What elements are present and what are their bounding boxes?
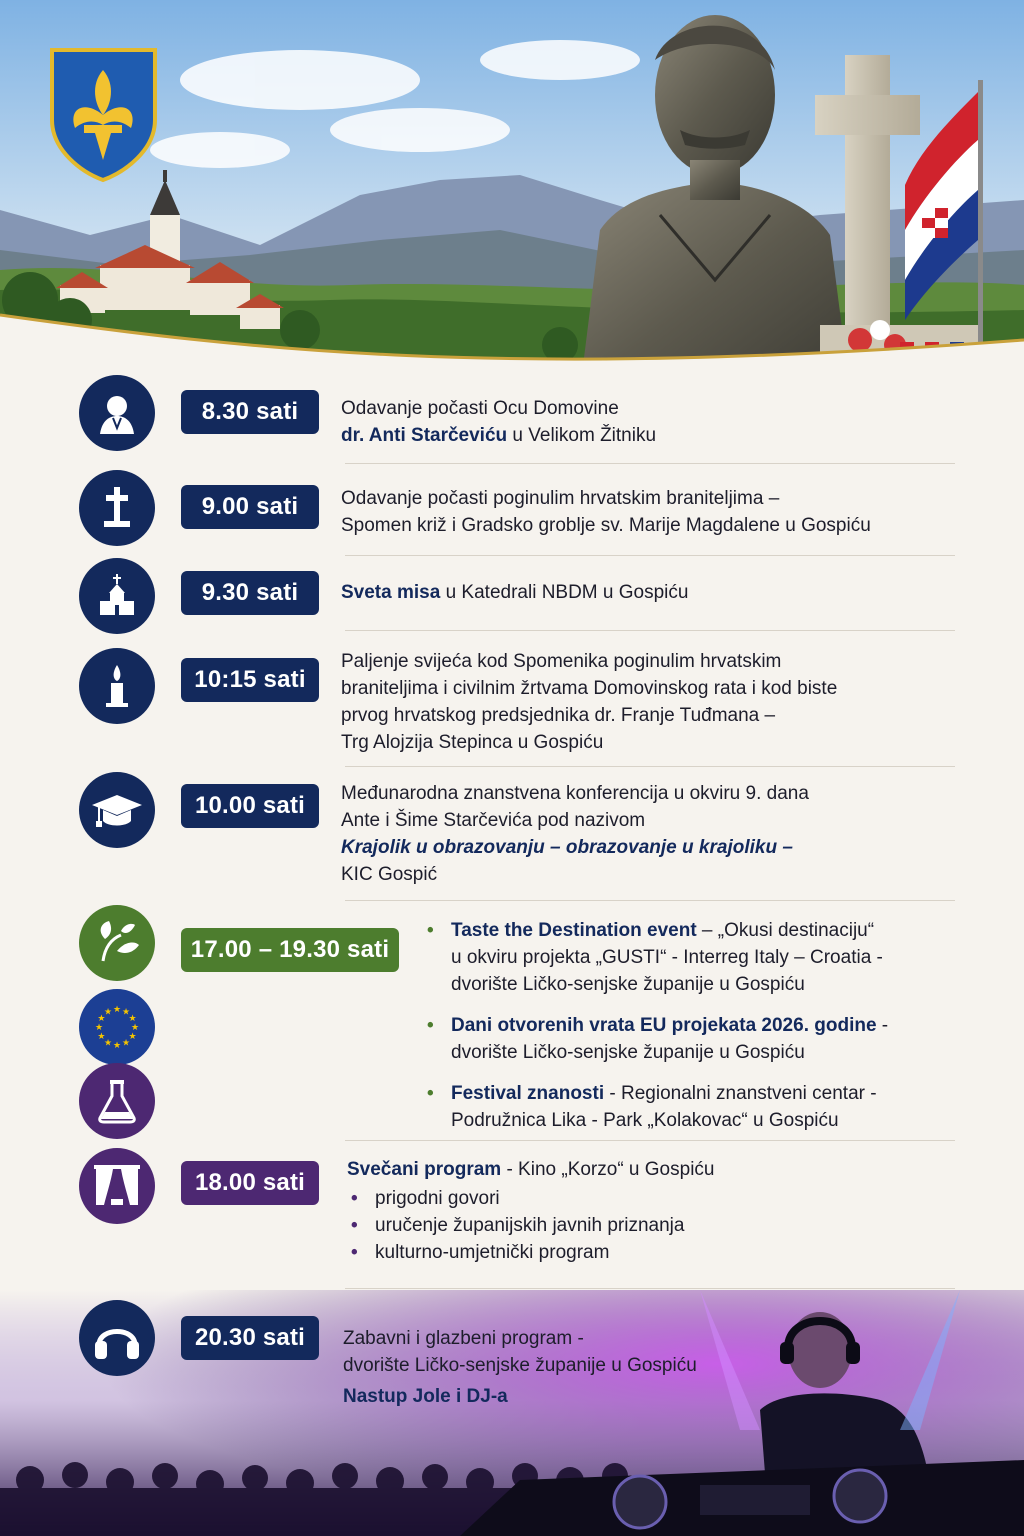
eu-star: ★ [94, 1022, 104, 1032]
event-description [423, 917, 888, 1134]
highlight-text: Dani otvorenih vrata EU projekata 2026. godine [451, 1015, 877, 1036]
text: - Kino „Korzo“ u Gospiću [501, 1159, 715, 1180]
description-line: Zabavni i glazbeni program - [343, 1328, 584, 1349]
description-line: Podružnica Lika - Park „Kolakovac“ u Gospiću [451, 1110, 839, 1131]
text: u Velikom Žitniku [507, 425, 657, 446]
eu-star: ★ [103, 1037, 113, 1048]
flask-icon [79, 1063, 155, 1139]
text: u Katedrali NBDM u Gospiću [440, 582, 689, 603]
description-line: Odavanje počasti Ocu Domovine [341, 398, 619, 419]
time-badge: 10.00 sati [181, 784, 319, 828]
highlight-text: Sveta misa [341, 582, 441, 603]
text: - Regionalni znanstveni centar - [604, 1083, 877, 1104]
eu-star: ★ [97, 1031, 106, 1041]
time-badge: 9.00 sati [181, 485, 319, 529]
time-badge: 10:15 sati [181, 658, 319, 702]
description-line: dvorište Ličko-senjske županije u Gospiću [451, 1042, 805, 1063]
highlight-text: Svečani program [347, 1159, 502, 1180]
description-line: dvorište Ličko-senjske županije u Gospiću [451, 974, 805, 995]
description-line: u okviru projekta „GUSTI“ - Interreg Italy – Croatia - [451, 947, 883, 968]
list-item [423, 1012, 888, 1066]
description-line [451, 917, 888, 944]
time-badge: 8.30 sati [181, 390, 319, 434]
description-line: dvorište Ličko-senjske županije u Gospiću [343, 1355, 697, 1376]
description-line: Trg Alojzija Stepinca u Gospiću [341, 732, 604, 753]
list-item [423, 1080, 888, 1134]
church-icon [79, 558, 155, 634]
eu-star: ★ [128, 1013, 137, 1023]
description-line: Spomen križ i Gradsko groblje sv. Marije Magdalene u Gospiću [341, 515, 871, 536]
event-description [341, 780, 809, 888]
list-item: • uručenje županijskih javnih priznanja [347, 1212, 714, 1239]
candle-icon [79, 648, 155, 724]
description-line [451, 1080, 888, 1107]
eu-star: ★ [112, 1004, 122, 1014]
highlight-text: Festival znanosti [451, 1083, 605, 1104]
description-line: prvog hrvatskog predsjednika dr. Franje Tuđmana – [341, 705, 776, 726]
time-badge: 17.00 – 19.30 sati [181, 928, 399, 972]
landscape-illustration [0, 0, 1024, 390]
eu-stars-icon [79, 989, 155, 1065]
description-line: braniteljima i civilnim žrtvama Domovinskog rata i kod biste [341, 678, 838, 699]
event-description [343, 1325, 697, 1410]
event-description [347, 1156, 714, 1266]
event-description [341, 648, 837, 756]
cross-memorial-icon [79, 470, 155, 546]
eu-star: ★ [130, 1022, 140, 1032]
plant-leaves-icon [79, 905, 155, 981]
description-line: KIC Gospić [341, 864, 438, 885]
event-description [341, 395, 656, 449]
header-scene [0, 0, 1024, 390]
description-line: Paljenje svijeća kod Spomenika poginulim hrvatskim [341, 651, 782, 672]
divider [345, 900, 955, 901]
conference-title: Krajolik u obrazovanju – obrazovanje u krajoliku – [341, 837, 793, 858]
description-line: Odavanje počasti poginulim hrvatskim braniteljima – [341, 488, 780, 509]
divider [345, 766, 955, 767]
description-line: Ante i Šime Starčevića pod nazivom [341, 810, 646, 831]
description-line: Međunarodna znanstvena konferencija u okviru 9. dana [341, 783, 809, 804]
program-title [347, 1156, 714, 1183]
time-badge: 9.30 sati [181, 571, 319, 615]
time-badge: 18.00 sati [181, 1161, 319, 1205]
description-line [451, 1012, 888, 1039]
eu-star: ★ [128, 1031, 137, 1041]
event-description [341, 579, 688, 606]
eu-star: ★ [112, 1040, 122, 1050]
highlight-text: Taste the Destination event [451, 920, 697, 941]
headphones-icon [79, 1300, 155, 1376]
event-description [341, 485, 871, 539]
divider [345, 1140, 955, 1141]
eu-star: ★ [121, 1006, 131, 1017]
theater-curtain-icon [79, 1148, 155, 1224]
eu-star: ★ [97, 1013, 106, 1023]
text: - [876, 1015, 889, 1036]
description-line [341, 422, 656, 449]
list-item [423, 917, 888, 998]
list-item: • kulturno-umjetnički program [347, 1239, 714, 1266]
list-item: • prigodni govori [347, 1185, 714, 1212]
performer-text: Nastup Jole i DJ-a [343, 1386, 508, 1407]
divider [345, 630, 955, 631]
description-line [341, 579, 688, 606]
divider [345, 463, 955, 464]
graduation-cap-icon [79, 772, 155, 848]
text: – „Okusi destinaciju“ [696, 920, 875, 941]
time-badge: 20.30 sati [181, 1316, 319, 1360]
eu-star: ★ [121, 1037, 131, 1048]
divider [345, 555, 955, 556]
bust-portrait-icon [79, 375, 155, 451]
highlight-text: dr. Anti Starčeviću [341, 425, 508, 446]
divider [345, 1288, 955, 1289]
eu-star: ★ [103, 1006, 113, 1017]
